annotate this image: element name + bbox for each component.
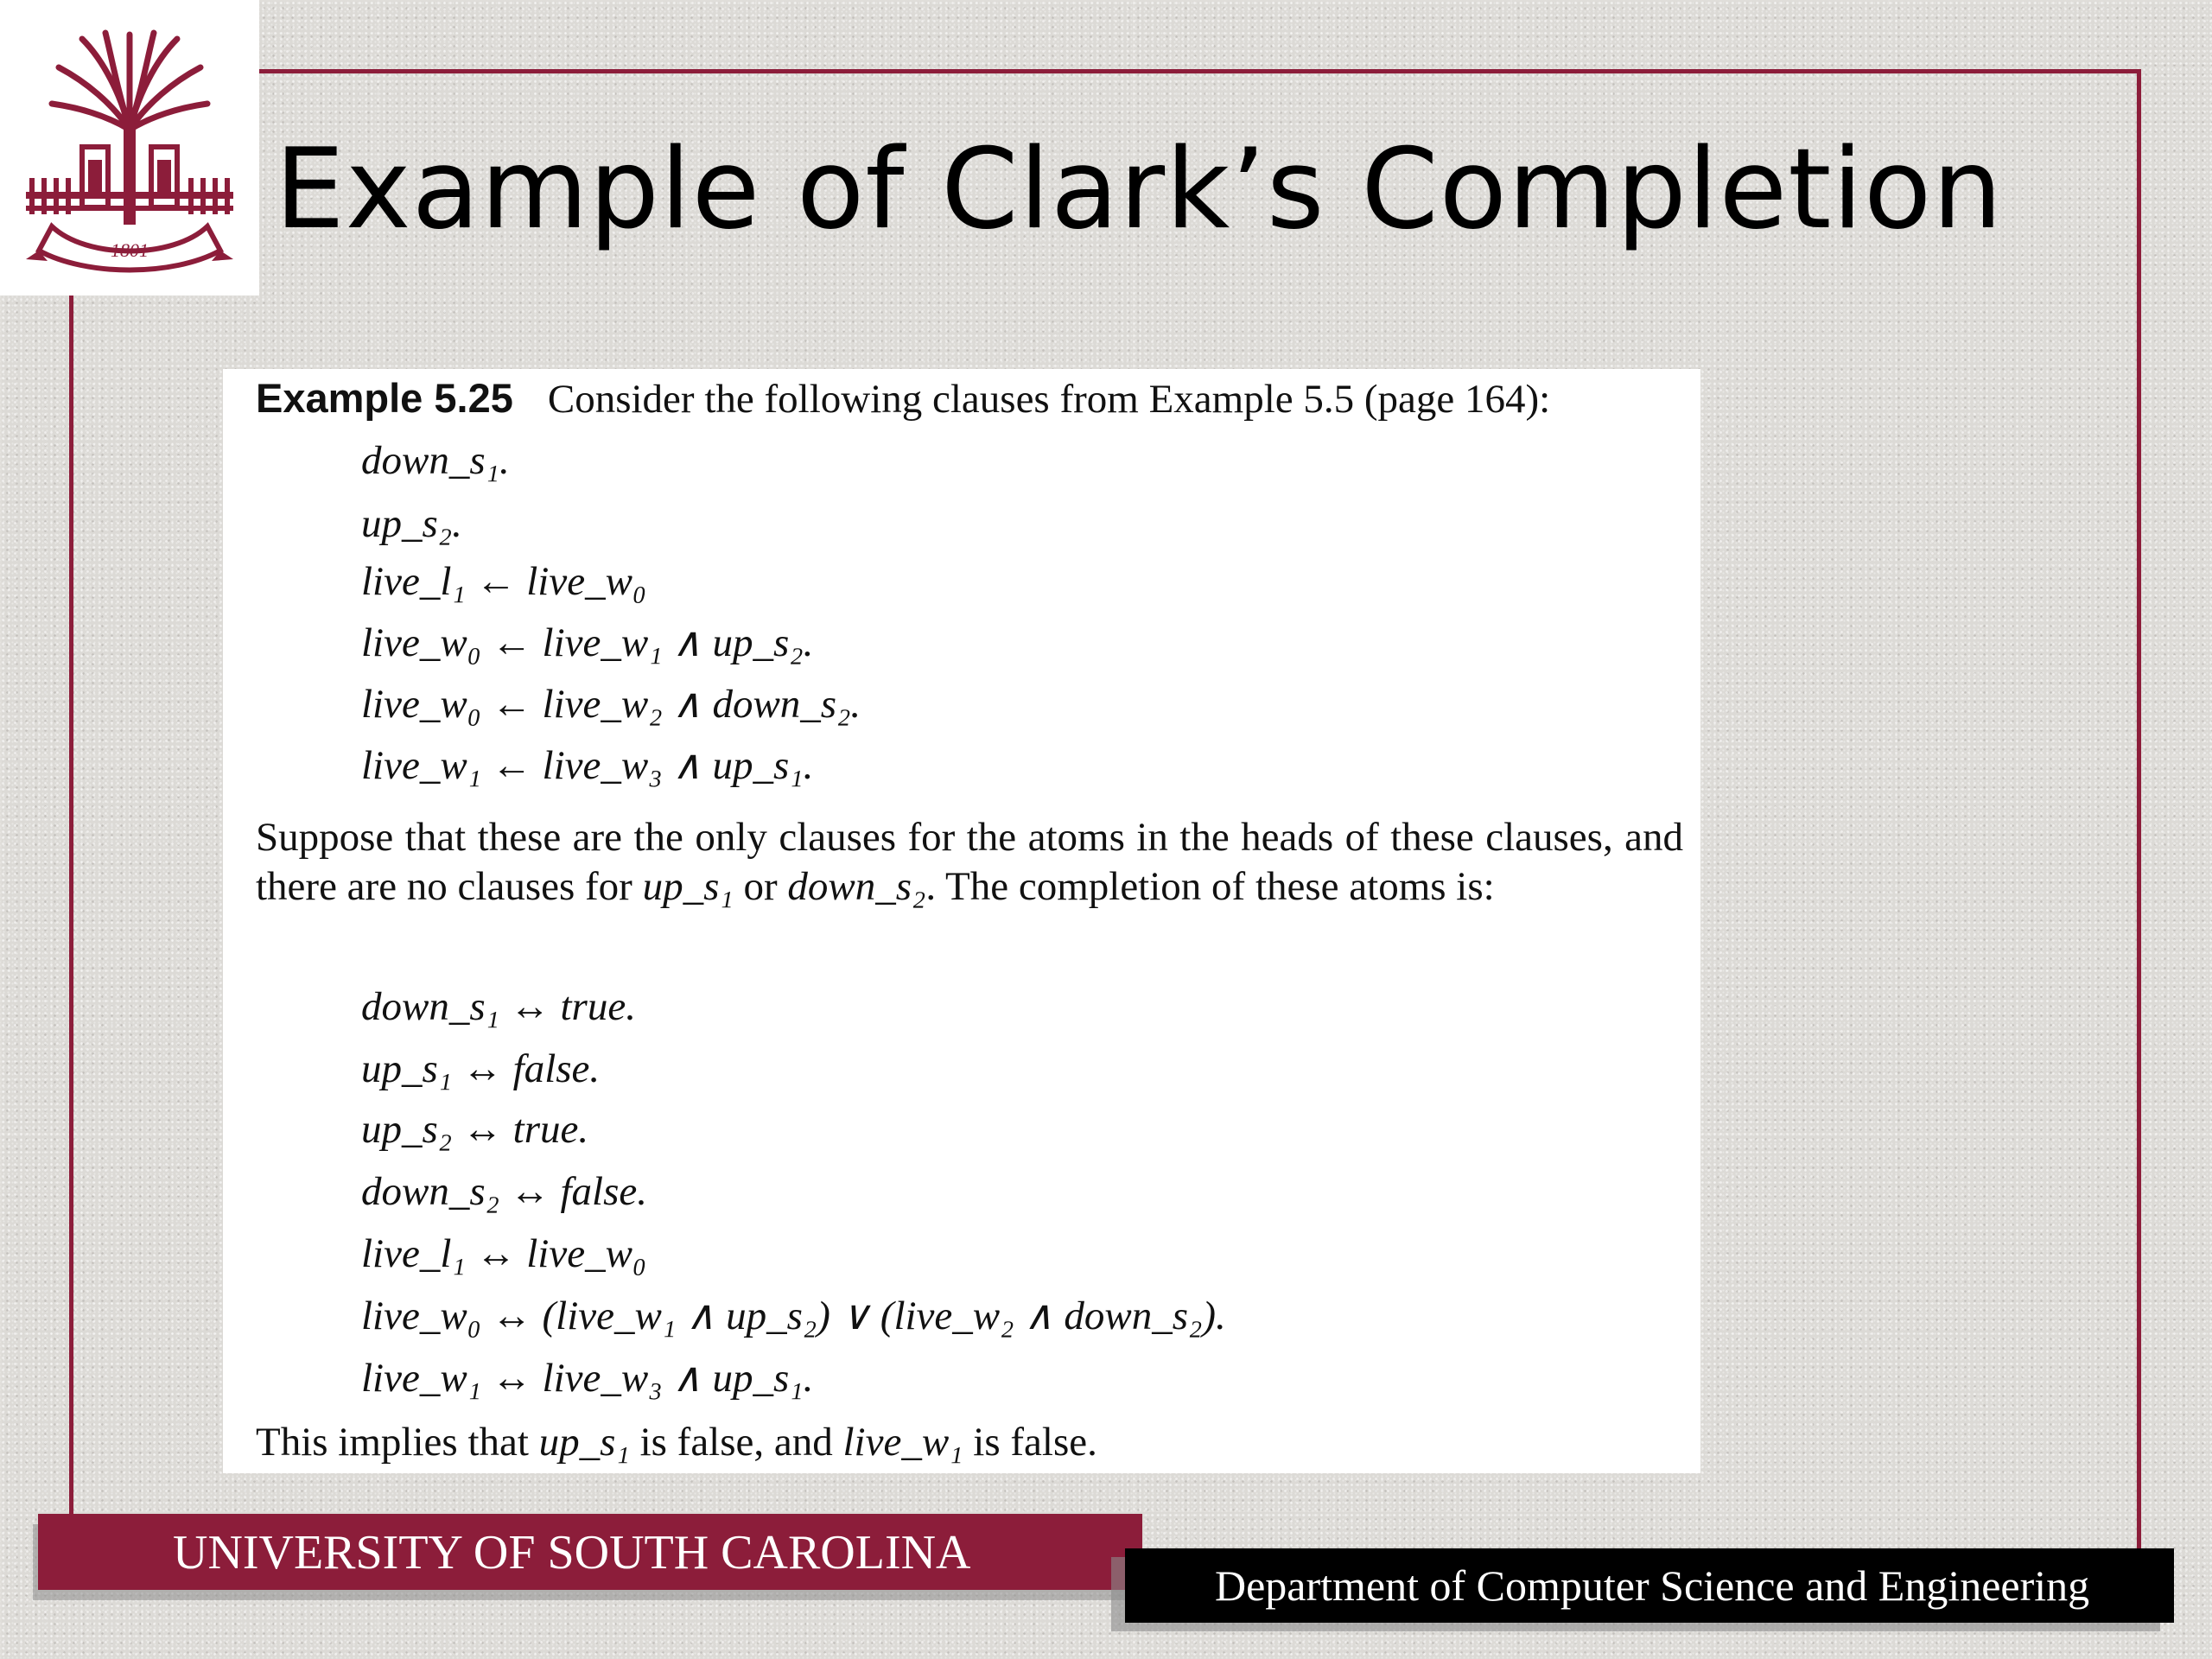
- logo-area: [0, 0, 259, 296]
- atom-name: up_s₁: [538, 1420, 630, 1465]
- example-label: Example 5.25: [256, 375, 513, 421]
- usc-palmetto-logo: [0, 0, 259, 296]
- completion-line: up_s₂ ↔ true.: [361, 1107, 589, 1152]
- completion-line: up_s₁ ↔ false.: [361, 1046, 601, 1091]
- slide-title: Example of Clark’s Completion: [275, 125, 2004, 254]
- paragraph-text: is false.: [963, 1420, 1097, 1465]
- conclusion-paragraph: [256, 1418, 1683, 1467]
- middle-paragraph: [256, 813, 1683, 912]
- clause-line: live_l₁ ← live_w₀: [361, 559, 647, 604]
- example-content-box: [223, 369, 1700, 1473]
- clause-line: live_w₀ ← live_w₁ ∧ up_s₂.: [361, 620, 814, 665]
- logo-year: 1801: [111, 239, 149, 261]
- completion-line: live_w₀ ↔ (live_w₁ ∧ up_s₂) ∨ (live_w₂ ∧ down_s₂).: [361, 1294, 1226, 1338]
- completion-line: live_l₁ ↔ live_w₀: [361, 1231, 647, 1276]
- university-name: UNIVERSITY OF SOUTH CAROLINA: [173, 1526, 971, 1580]
- frame-top-line: [259, 69, 2141, 73]
- paragraph-text: Suppose that these are the only clauses for the atoms in the heads of these clauses, and there are no clauses for: [256, 815, 1683, 909]
- frame-right-line: [2137, 69, 2141, 1551]
- paragraph-text: . The completion of these atoms is:: [925, 864, 1495, 909]
- atom-name: live_w₁: [842, 1420, 963, 1465]
- paragraph-text: is false, and: [629, 1420, 843, 1465]
- paragraph-text: This implies that: [256, 1420, 539, 1465]
- frame-left-line: [69, 296, 73, 1522]
- completion-line: down_s₂ ↔ false.: [361, 1169, 647, 1214]
- atom-name: up_s₁: [642, 864, 734, 909]
- department-name: Department of Computer Science and Engineering: [1215, 1561, 2090, 1610]
- department-banner: [1125, 1548, 2174, 1623]
- clause-line: live_w₀ ← live_w₂ ∧ down_s₂.: [361, 682, 861, 727]
- completion-line: live_w₁ ↔ live_w₃ ∧ up_s₁.: [361, 1356, 814, 1401]
- clause-line: down_s₁.: [361, 438, 510, 483]
- clause-line: up_s₂.: [361, 501, 462, 546]
- atom-name: down_s₂: [787, 864, 926, 909]
- example-intro: Consider the following clauses from Example 5.5 (page 164):: [547, 377, 1551, 422]
- university-banner: [38, 1514, 1142, 1590]
- paragraph-text: or: [733, 864, 788, 909]
- example-heading: [256, 372, 1550, 425]
- completion-line: down_s₁ ↔ true.: [361, 984, 636, 1029]
- clause-line: live_w₁ ← live_w₃ ∧ up_s₁.: [361, 743, 814, 788]
